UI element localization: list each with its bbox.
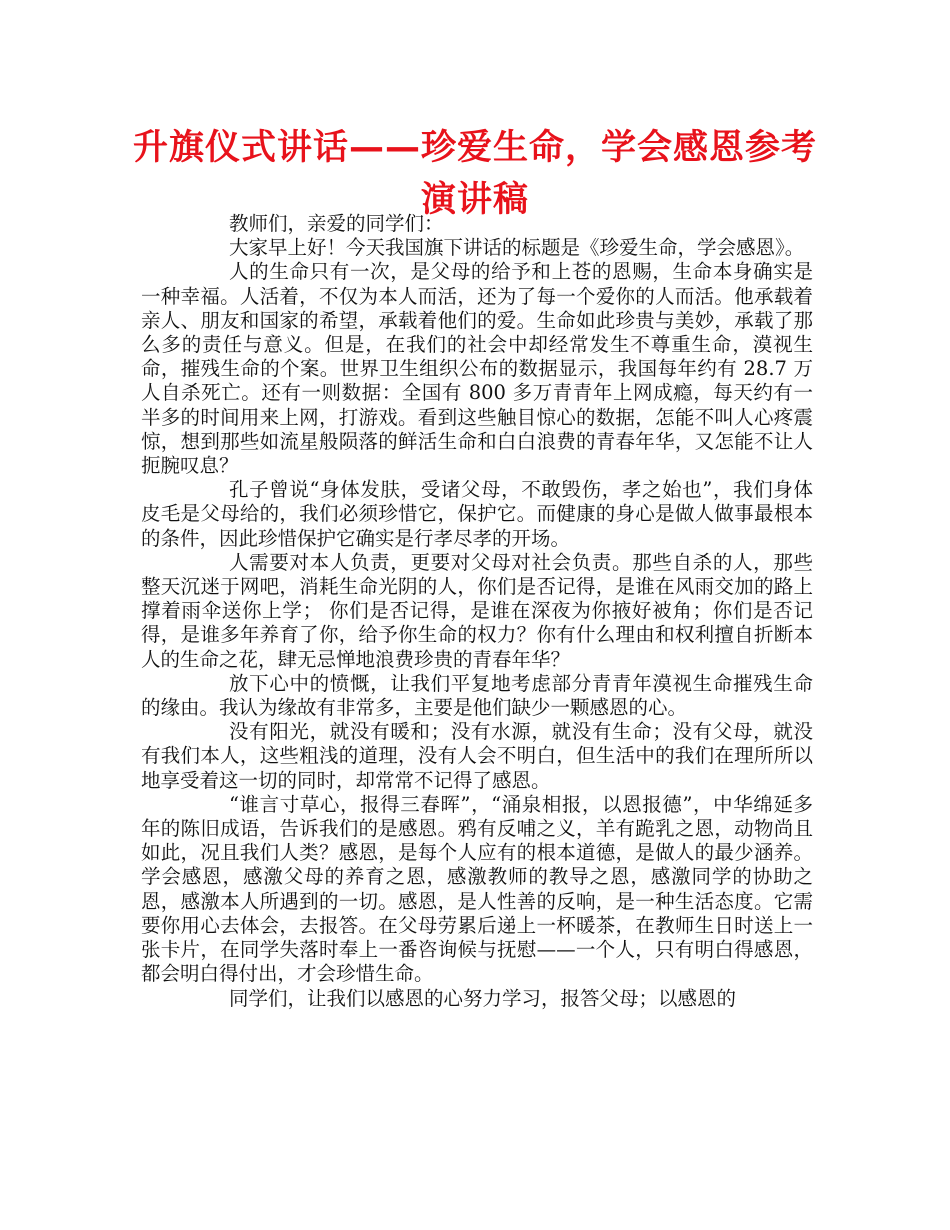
paragraph-responsibility: 人需要对本人负责，更要对父母对社会负责。那些自杀的人，那些整天沉迷于网吧，消耗生命光阴的人，你们是否记得，是谁在风雨交加的路上撑着雨伞送你上学； 你们是否记得，是谁在深夜为你掖好被角；你们是否记得，是谁多年养育了你，给予你生命的权力？你有什么理由和权利擅自折断本人的生命之花，肆无忌惮地浪费珍贵的青春年华？ — [141, 550, 813, 671]
document-body — [141, 212, 813, 1011]
paragraph-no-sunshine: 没有阳光，就没有暖和；没有水源，就没有生命；没有父母，就没有我们本人，这些粗浅的道理，没有人会不明白，但生活中的我们在理所所以地享受着这一切的同时，却常常不记得了感恩。 — [141, 720, 813, 792]
paragraph-confucius: 孔子曾说“身体发肤，受诸父母，不敢毁伤，孝之始也”，我们身体皮毛是父母给的，我们必须珍惜它，保护它。而健康的身心是做人做事最根本的条件，因此珍惜保护它确实是行孝尽孝的开场。 — [141, 478, 813, 550]
paragraph-reason: 放下心中的愤慨，让我们平复地考虑部分青青年漠视生命摧残生命的缘由。我认为缘故有非常多，主要是他们缺少一颗感恩的心。 — [141, 671, 813, 720]
paragraph-closing: 同学们，让我们以感恩的心努力学习，报答父母；以感恩的 — [229, 986, 737, 1010]
paragraph-gratitude: “谁言寸草心，报得三春晖”，“涌泉相报，以恩报德”，中华绵延多年的陈旧成语，告诉我们的是感恩。鸦有反哺之义，羊有跪乳之恩，动物尚且如此，况且我们人类？感恩，是每个人应有的根本道德，是做人的最少涵养。学会感恩，感激父母的养育之恩，感激教师的教导之恩，感激同学的协助之恩，感激本人所遇到的一切。感恩，是人性善的反响，是一种生活态度。它需要你用心去体会，去报答。在父母劳累后递上一杯暖茶，在教师生日时送上一张卡片，在同学失落时奉上一番咨询候与抚慰——一个人，只有明白得感恩，都会明白得付出，才会珍惜生命。 — [141, 792, 813, 986]
paragraph-salutation: 教师们，亲爱的同学们： — [229, 212, 444, 235]
paragraph-life-value: 人的生命只有一次，是父母的给予和上苍的恩赐，生命本身确实是一种幸福。人活着，不仅为本人而活，还为了每一个爱你的人而活。他承载着亲人、朋友和国家的希望，承载着他们的爱。生命如此珍贵与美妙，承载了那么多的责任与意义。但是，在我们的社会中却经常发生不尊重生命，漠视生命，摧残生命的个案。世界卫生组织公布的数据显示，我国每年约有 28.7 万人自杀死亡。还有一则数据：全国有 800 多万青青年上网成瘾，每天约有一半多的时间用来上网，打游戏。看到这些触目惊心的数据，怎能不叫人心疼震惊，想到那些如流星般陨落的鲜活生命和白白浪费的青春年华，又怎能不让人扼腕叹息？ — [141, 260, 813, 478]
paragraph-greeting: 大家早上好！今天我国旗下讲话的标题是《珍爱生命，学会感恩》。 — [229, 236, 805, 260]
document-title: 升旗仪式讲话——珍爱生命，学会感恩参考演讲稿 — [132, 128, 817, 220]
